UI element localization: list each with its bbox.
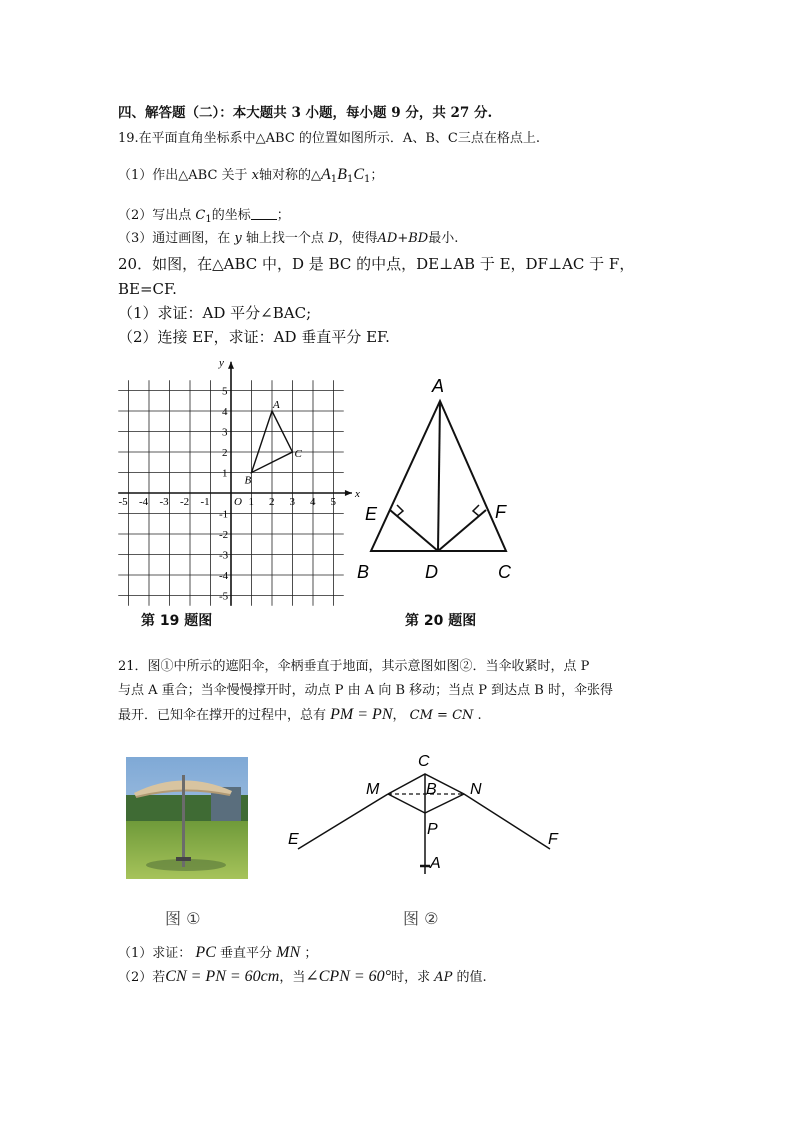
tick-labels — [119, 386, 337, 603]
umbrella-photo-image — [126, 757, 248, 879]
label-f: F — [495, 502, 506, 522]
x-tick-label: 2 — [269, 496, 275, 508]
x-tick-label: 1 — [248, 496, 254, 508]
q19-part3-prefix: （3）通过画图，在 — [118, 231, 231, 246]
q19-a1-sub: 1 — [330, 174, 338, 185]
triangle-abc — [245, 399, 303, 487]
y-tick-label: -2 — [219, 529, 229, 541]
x-tick-label: -1 — [200, 496, 210, 508]
q19-stem: 19.在平面直角坐标系中△ABC 的位置如图所示．A、B、C三点在格点上. — [118, 131, 540, 146]
umbrella-photo — [126, 757, 248, 879]
segment-ad — [438, 401, 440, 551]
q19-part2-prefix: （2）写出点 — [118, 208, 192, 223]
q19-c1-sub: 1 — [364, 174, 371, 185]
label-a: A — [430, 855, 441, 872]
x-axis-label: x — [354, 488, 360, 500]
x-tick-label: -5 — [118, 496, 128, 508]
q21-part2-eq: CN = PN = 60cm — [165, 968, 280, 985]
q19-c1: C — [353, 166, 364, 183]
q19-part3-end: 最小. — [428, 231, 459, 246]
label-c: C — [294, 448, 302, 460]
label-b: B — [357, 562, 370, 582]
q21-line3-prefix: 最开．已知伞在撑开的过程中，总有 — [118, 708, 327, 723]
label-c: C — [418, 753, 430, 770]
q19-b1: B — [337, 166, 347, 183]
section-title: 四、解答题（二）：本大题共 3 小题，每小题 9 分，共 27 分. — [118, 105, 493, 121]
label-b: B — [244, 474, 252, 487]
label-c: C — [498, 562, 511, 582]
q19-part1-prefix: （1）作出△ABC 关于 — [118, 168, 248, 183]
q21-part1-pc: PC — [195, 944, 216, 961]
q21-part1-prefix: （1）求证： — [118, 946, 192, 961]
q19-part3-mid2: ，使得 — [338, 231, 378, 246]
q20-stem-2: BE=CF. — [118, 280, 177, 298]
y-tick-label: 5 — [222, 385, 228, 398]
fig20-caption: 第 20 题图 — [405, 613, 477, 629]
y-axis-arrow — [228, 362, 234, 369]
q21-part1-end: ； — [304, 946, 318, 961]
y-tick-label: -1 — [219, 508, 229, 521]
q21-part2 — [118, 968, 487, 987]
label-a: A — [273, 399, 280, 411]
origin-label: O — [234, 496, 242, 508]
q19-part1-end: ； — [370, 168, 384, 183]
q19-part3-axis: y — [234, 231, 242, 246]
y-tick-label: -3 — [219, 549, 229, 562]
fig21-umbrella-diagram — [280, 748, 580, 898]
y-tick-label: 4 — [222, 406, 228, 418]
rib-right — [388, 774, 550, 849]
q19-part3-expr: AD+BD — [377, 231, 429, 246]
q21-line3 — [118, 706, 482, 725]
q19-part1 — [118, 166, 383, 189]
q19-part1-mid: 轴对称的△ — [259, 168, 322, 183]
q19-part2-point: C — [195, 208, 206, 223]
q20-stem-1: 20．如图，在△ABC 中，D 是 BC 的中点，DE⊥AB 于 E，DF⊥AC 于 F， — [118, 255, 635, 273]
label-d: D — [425, 562, 438, 582]
q19-b1-sub: 1 — [346, 174, 354, 185]
right-angle-mark-e — [397, 505, 403, 516]
x-tick-label: 3 — [289, 496, 295, 508]
label-m: M — [366, 781, 380, 798]
y-tick-label: 3 — [222, 426, 228, 439]
fig21-caption-2: 图 ② — [403, 909, 439, 928]
rib-left — [298, 794, 388, 849]
fig19-caption: 第 19 题图 — [141, 613, 213, 629]
fig21-caption-1: 图 ① — [165, 909, 201, 928]
q21-part1 — [118, 944, 317, 963]
x-axis-arrow — [345, 490, 352, 496]
label-f: F — [548, 831, 558, 848]
label-e: E — [288, 831, 299, 848]
q19-part3 — [118, 230, 458, 248]
label-b: B — [426, 781, 437, 798]
label-p: P — [427, 821, 438, 838]
q19-part3-point: D — [328, 231, 339, 246]
x-tick-label: -3 — [159, 496, 169, 508]
x-tick-label: -4 — [139, 496, 149, 508]
q19-part2-end: ； — [276, 208, 290, 223]
y-tick-label: 1 — [222, 467, 228, 480]
q21-part1-mid: 垂直平分 — [220, 946, 273, 961]
y-tick-label: -5 — [219, 590, 229, 603]
q21-part1-mn: MN — [276, 944, 301, 961]
fig20-triangle — [355, 368, 530, 583]
axes — [118, 357, 360, 606]
fig19-coordinate-grid — [115, 350, 360, 605]
q21-part2-mid2: 时，求 — [391, 970, 431, 985]
q19-part2-mid: 的坐标 — [211, 208, 251, 223]
q19-part3-mid: 轴上找一个点 — [245, 231, 324, 246]
y-axis-label: y — [219, 356, 224, 369]
q20-part2: （2）连接 EF，求证：AD 垂直平分 EF. — [118, 328, 390, 346]
strut-mp — [388, 794, 425, 813]
q19-a1: A — [321, 166, 331, 183]
q21-line3-end: . — [477, 708, 482, 723]
q21-part2-mid: ，当 — [279, 970, 306, 985]
q21-line2: 与点 A 重合；当伞慢慢撑开时，动点 P 由 A 向 B 移动；当点 P 到达点 B 时，伞张得 — [118, 683, 613, 698]
q19-part2 — [118, 207, 290, 229]
q21-line3-sep: ， — [392, 708, 406, 723]
q21-part2-prefix: （2）若 — [118, 970, 166, 985]
q21-eq-pm-pn: PM = PN — [330, 706, 393, 723]
x-tick-label: -2 — [180, 496, 190, 508]
y-tick-label: 2 — [222, 447, 228, 459]
right-angle-mark-f — [473, 505, 479, 516]
label-e: E — [365, 504, 378, 524]
q21-eq-cm-cn: CM = CN — [409, 708, 474, 723]
x-tick-label: 5 — [330, 496, 336, 508]
x-tick-label: 4 — [310, 496, 316, 508]
q21-part2-angle: ∠CPN = 60° — [305, 968, 392, 985]
q19-part1-axis: x — [251, 168, 260, 183]
y-tick-label: -4 — [219, 570, 229, 582]
label-a: A — [432, 376, 445, 396]
q19-part2-sub: 1 — [205, 214, 212, 225]
answer-blank[interactable] — [251, 207, 277, 220]
q21-line1: 21．图①中所示的遮阳伞，伞柄垂直于地面，其示意图如图②．当伞收紧时，点 P — [118, 659, 590, 674]
q20-part1: （1）求证：AD 平分∠BAC; — [118, 304, 312, 322]
q21-part2-end: 的值. — [456, 970, 487, 985]
q21-part2-ap: AP — [434, 970, 453, 985]
label-n: N — [470, 781, 482, 798]
